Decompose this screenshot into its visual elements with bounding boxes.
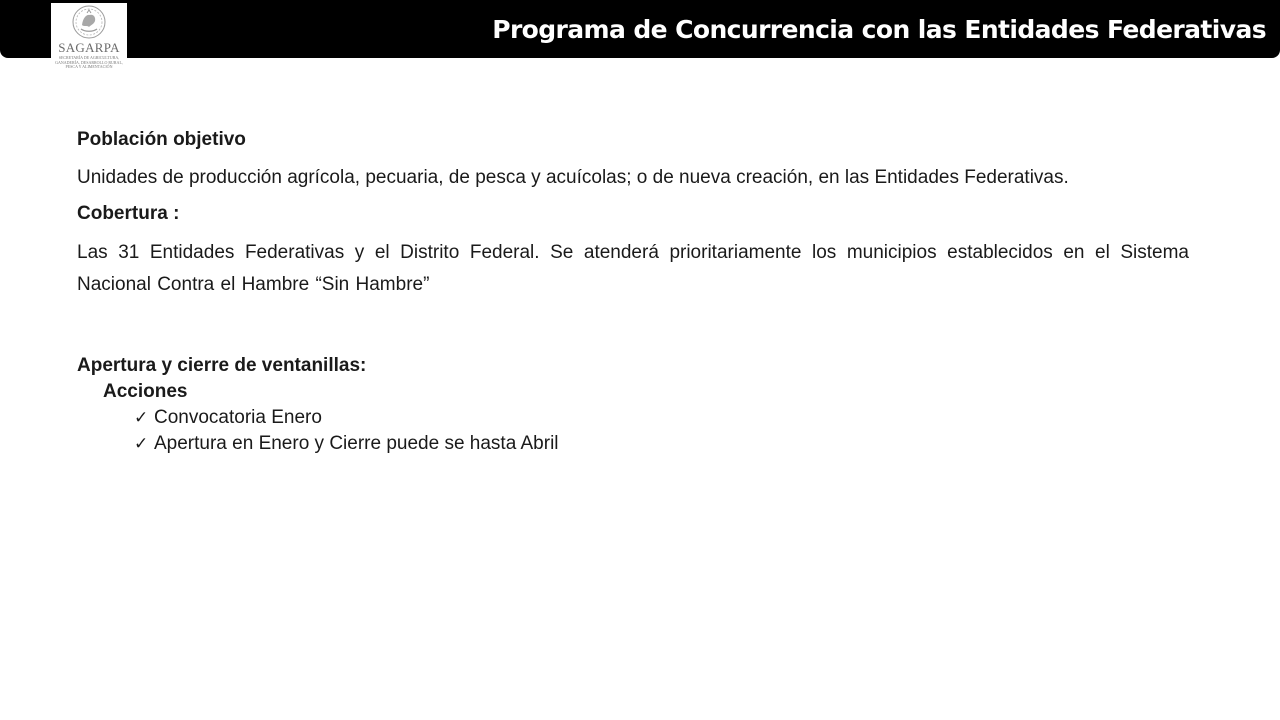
poblacion-text: Unidades de producción agrícola, pecuaria, de pesca y acuícolas; o de nueva creación, en las Entidades Federativas. xyxy=(77,167,1069,188)
sagarpa-logo xyxy=(51,3,127,75)
logo-subtitle: SECRETARÍA DE AGRICULTURA, GANADERÍA, DESARROLLO RURAL, PESCA Y ALIMENTACIÓN xyxy=(55,55,123,69)
page-title: Programa de Concurrencia con las Entidades Federativas xyxy=(492,15,1266,44)
list-item xyxy=(134,431,1189,457)
acciones-subheading: Acciones xyxy=(103,381,188,402)
cobertura-heading: Cobertura : xyxy=(77,203,180,224)
cobertura-text: Las 31 Entidades Federativas y el Distrito Federal. Se atenderá prioritariamente los municipios establecidos en el Sistema Nacional Contra el Hambre “Sin Hambre” xyxy=(77,242,1189,295)
logo-wordmark: SAGARPA xyxy=(58,40,120,55)
poblacion-heading: Población objetivo xyxy=(77,129,246,150)
checkmark-icon: ✓ xyxy=(134,408,149,427)
coat-of-arms-icon xyxy=(51,3,127,43)
content-body xyxy=(77,127,1189,457)
acciones-list xyxy=(134,405,1189,457)
list-item-text: Convocatoria Enero xyxy=(154,407,322,428)
apertura-heading: Apertura y cierre de ventanillas: xyxy=(77,355,367,376)
list-item-text: Apertura en Enero y Cierre puede se hasta Abril xyxy=(154,433,559,454)
header-bar xyxy=(0,0,1280,58)
list-item xyxy=(134,405,1189,431)
checkmark-icon: ✓ xyxy=(134,434,149,453)
